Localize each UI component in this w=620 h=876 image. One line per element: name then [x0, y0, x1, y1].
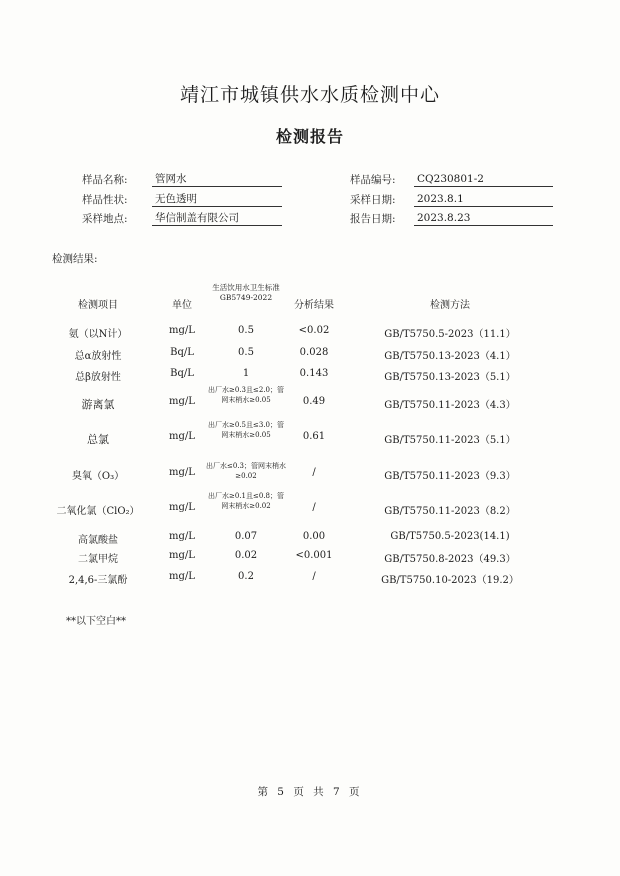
header-result: 分析结果 — [294, 300, 334, 311]
row-result: 0.028 — [299, 347, 329, 358]
row-item: 总α放射性 — [74, 351, 122, 362]
row-result: / — [312, 502, 316, 513]
row-method: GB/T5750.11-2023（8.2） — [384, 506, 516, 517]
row-item: 高氯酸盐 — [78, 535, 118, 546]
row-standard: 出厂水≥0.3且≤2.0；管网末梢水≥0.05 — [208, 386, 284, 404]
header-item: 检测项目 — [78, 300, 118, 311]
footer-page-num: 5 — [277, 786, 287, 798]
row-result: / — [312, 571, 316, 582]
blank-note: **以下空白** — [66, 616, 126, 627]
row-standard: 出厂水≥0.1且≤0.8；管网末梢水≥0.02 — [208, 492, 284, 510]
row-result: 0.143 — [299, 368, 329, 379]
page-footer — [0, 784, 620, 799]
report-date-value: 2023.8.23 — [414, 211, 553, 226]
row-result: 0.49 — [302, 396, 326, 407]
row-item: 臭氧（O₃） — [71, 471, 125, 482]
sampling-site-value: 华信制盖有限公司 — [152, 211, 282, 226]
sample-name-label: 样品名称: — [82, 174, 128, 186]
row-item: 二氯甲烷 — [78, 554, 118, 565]
row-unit: Bq/L — [170, 347, 194, 358]
row-unit: mg/L — [169, 467, 195, 478]
row-method: GB/T5750.11-2023（5.1） — [384, 435, 516, 446]
row-item: 游离氯 — [81, 398, 115, 411]
footer-page-total: 7 — [333, 786, 343, 798]
row-unit: mg/L — [169, 571, 195, 582]
footer-suffix: 页 — [349, 786, 363, 798]
results-label: 检测结果: — [52, 253, 98, 265]
sample-name-value: 管网水 — [152, 172, 282, 187]
row-result: / — [312, 467, 316, 478]
row-method: GB/T5750.8-2023（49.3） — [384, 554, 516, 565]
row-result: 0.61 — [302, 431, 326, 442]
row-unit: mg/L — [169, 325, 195, 336]
row-standard: 0.02 — [234, 550, 258, 561]
row-method: GB/T5750.11-2023（9.3） — [384, 471, 516, 482]
sampling-site-label: 采样地点: — [82, 213, 128, 225]
footer-mid: 页 共 — [293, 786, 327, 798]
row-unit: mg/L — [169, 502, 195, 513]
footer-prefix: 第 — [257, 786, 271, 798]
row-unit: Bq/L — [170, 368, 194, 379]
row-method: GB/T5750.13-2023（5.1） — [384, 372, 516, 383]
sampling-date-value: 2023.8.1 — [414, 192, 553, 207]
row-standard: 0.07 — [234, 531, 258, 542]
row-unit: mg/L — [169, 431, 195, 442]
row-standard: 1 — [242, 368, 250, 379]
row-item: 二氧化氯（ClO₂） — [56, 506, 140, 517]
header-method: 检测方法 — [430, 300, 470, 311]
sample-state-label: 样品性状: — [82, 194, 128, 206]
sample-id-label: 样品编号: — [350, 174, 396, 186]
sampling-date-label: 采样日期: — [350, 194, 396, 206]
row-method: GB/T5750.11-2023（4.3） — [384, 400, 516, 411]
row-unit: mg/L — [169, 396, 195, 407]
row-item: 总β放射性 — [75, 372, 121, 383]
page-title: 靖江市城镇供水水质检测中心 — [179, 84, 440, 106]
row-standard: 0.5 — [238, 347, 254, 358]
row-item: 氨（以N计） — [68, 329, 128, 340]
row-standard: 出厂水≥0.5且≤3.0；管网末梢水≥0.05 — [208, 421, 284, 439]
report-subtitle: 检测报告 — [275, 127, 344, 146]
row-result: <0.02 — [298, 325, 330, 336]
row-method: GB/T5750.5-2023(14.1) — [390, 531, 510, 542]
row-item: 2,4,6-三氯酚 — [68, 575, 128, 586]
header-standard: 生活饮用水卫生标准GB5749-2022 — [212, 283, 280, 302]
header-unit: 单位 — [172, 300, 192, 311]
info-row-1 — [0, 172, 620, 189]
row-result: <0.001 — [295, 550, 333, 561]
row-unit: mg/L — [169, 550, 195, 561]
row-unit: mg/L — [169, 531, 195, 542]
row-standard: 0.5 — [238, 325, 254, 336]
row-item: 总氯 — [87, 433, 109, 446]
row-standard: 0.2 — [238, 571, 254, 582]
info-row-2 — [0, 192, 620, 209]
info-row-3 — [0, 211, 620, 228]
row-standard: 出厂水≤0.3；管网末梢水≥0.02 — [206, 462, 286, 480]
row-result: 0.00 — [302, 531, 326, 542]
sample-id-value: CQ230801-2 — [414, 172, 553, 187]
sample-state-value: 无色透明 — [152, 192, 282, 207]
row-method: GB/T5750.5-2023（11.1） — [384, 329, 516, 340]
report-date-label: 报告日期: — [350, 213, 396, 225]
row-method: GB/T5750.10-2023（19.2） — [381, 575, 519, 586]
row-method: GB/T5750.13-2023（4.1） — [384, 351, 516, 362]
